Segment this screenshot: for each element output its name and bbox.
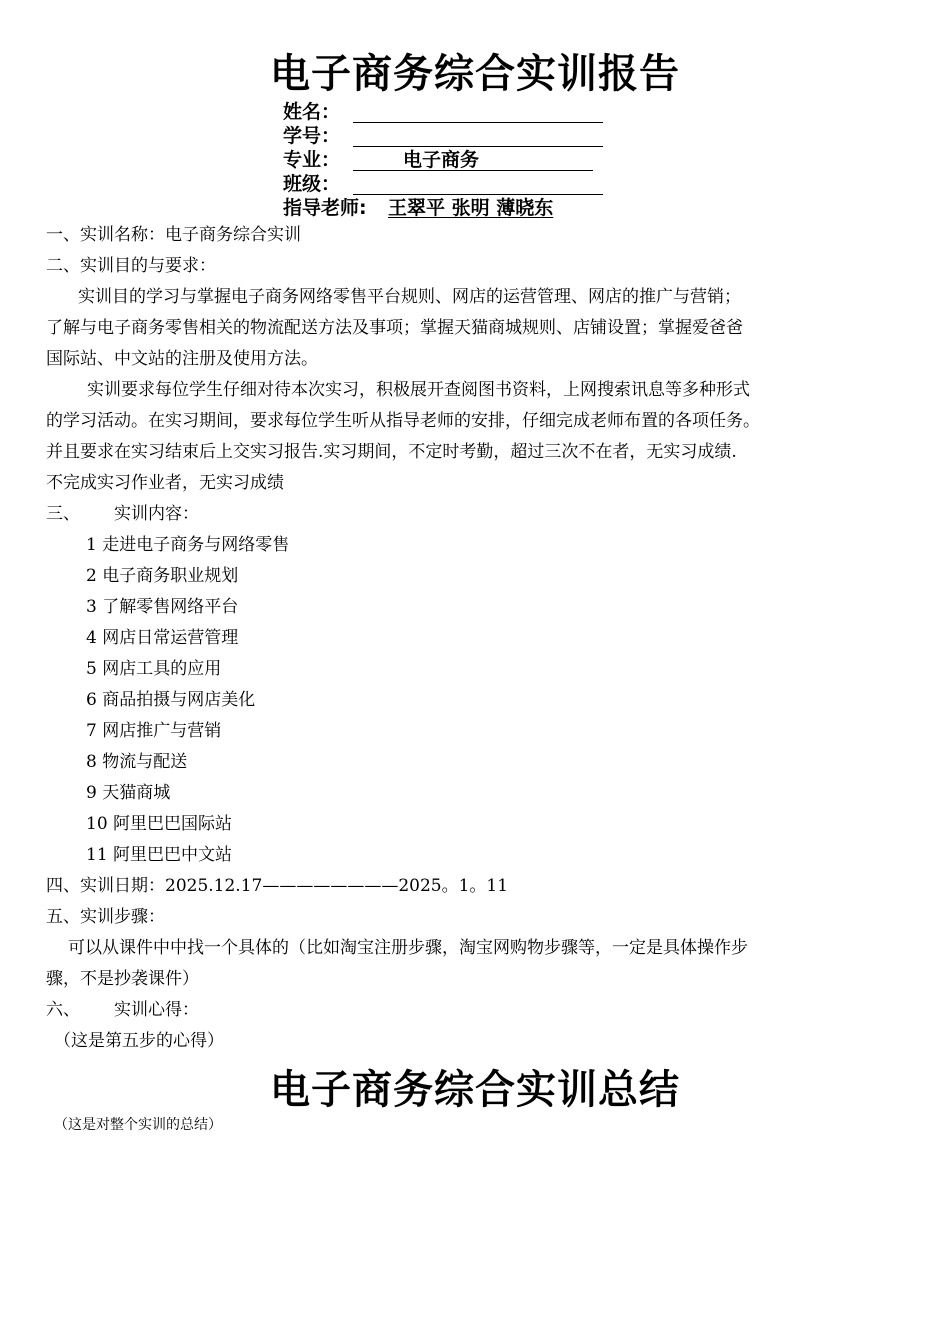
purpose-line-1: 实训目的学习与掌握电子商务网络零售平台规则、网店的运营管理、网店的推广与营销； [78,287,741,307]
requirement-line-2: 的学习活动。在实习期间，要求每位学生听从指导老师的安排，仔细完成老师布置的各项任务。 [46,411,760,431]
steps-line-2: 骤，不是抄袭课件） [46,969,199,989]
teacher-value: 王翠平 张明 薄晓东 [388,197,554,219]
requirement-line-3: 并且要求在实习结束后上交实习报告.实习期间，不定时考勤，超过三次不在者，无实习成绩. [46,442,737,462]
section-4-date: 四、实训日期：2025.12.17————————2025。1。11 [46,876,509,896]
teacher-label: 指导老师: [283,197,367,219]
purpose-line-3: 国际站、中文站的注册及使用方法。 [46,349,318,369]
student-id-label: 学号： [283,125,341,147]
class-blank-line [353,194,603,195]
content-item: 11 阿里巴巴中文站 [86,845,233,865]
section-2-heading: 二、实训目的与要求： [46,256,216,276]
report-title: 电子商务综合实训报告 [270,51,680,97]
class-label: 班级： [283,173,341,195]
student-id-row [283,124,623,148]
section-3-heading [46,499,916,530]
requirement-line-1: 实训要求每位学生仔细对待本次实习，积极展开查阅图书资料，上网搜索讯息等多种形式 [87,380,750,400]
student-id-blank-line [353,146,603,147]
report-body [46,220,916,1057]
content-item: 10 阿里巴巴国际站 [86,814,233,834]
section-1: 一、实训名称：电子商务综合实训 [46,225,301,245]
section-6-title: 实训心得： [114,1000,199,1020]
summary-title: 电子商务综合实训总结 [270,1067,680,1113]
steps-line-1: 可以从课件中中找一个具体的（比如淘宝注册步骤，淘宝网购物步骤等，一定是具体操作步 [68,938,748,958]
major-label: 专业： [283,149,341,171]
section-5-heading: 五、实训步骤： [46,907,165,927]
major-row [283,148,623,172]
content-item: 2 电子商务职业规划 [86,566,239,586]
class-row [283,172,623,196]
teacher-row [283,196,623,220]
content-item: 5 网店工具的应用 [86,659,222,679]
content-item: 4 网店日常运营管理 [86,628,239,648]
name-blank-line [353,122,603,123]
name-label: 姓名： [283,101,341,123]
section-6-number: 六、 [46,1000,80,1020]
section-3-number: 三、 [46,504,80,524]
summary-note: （这是对整个实训的总结） [54,1117,222,1133]
requirement-line-4: 不完成实习作业者，无实习成绩 [46,473,284,493]
section-3-title: 实训内容： [114,504,199,524]
major-underline [353,170,593,171]
content-item: 9 天猫商城 [86,783,171,803]
purpose-line-2: 了解与电子商务零售相关的物流配送方法及事项；掌握天猫商城规则、店铺设置；掌握爱爸爸 [46,318,743,338]
content-item: 1 走进电子商务与网络零售 [86,535,290,555]
major-value: 电子商务 [403,149,480,171]
content-item: 3 了解零售网络平台 [86,597,239,617]
content-item: 6 商品拍摄与网店美化 [86,690,256,710]
reflection-note: （这是第五步的心得） [54,1031,224,1051]
content-item: 8 物流与配送 [86,752,188,772]
content-item: 7 网店推广与营销 [86,721,222,741]
name-row [283,100,623,124]
student-info-block [283,100,623,220]
section-6-heading [46,995,916,1026]
